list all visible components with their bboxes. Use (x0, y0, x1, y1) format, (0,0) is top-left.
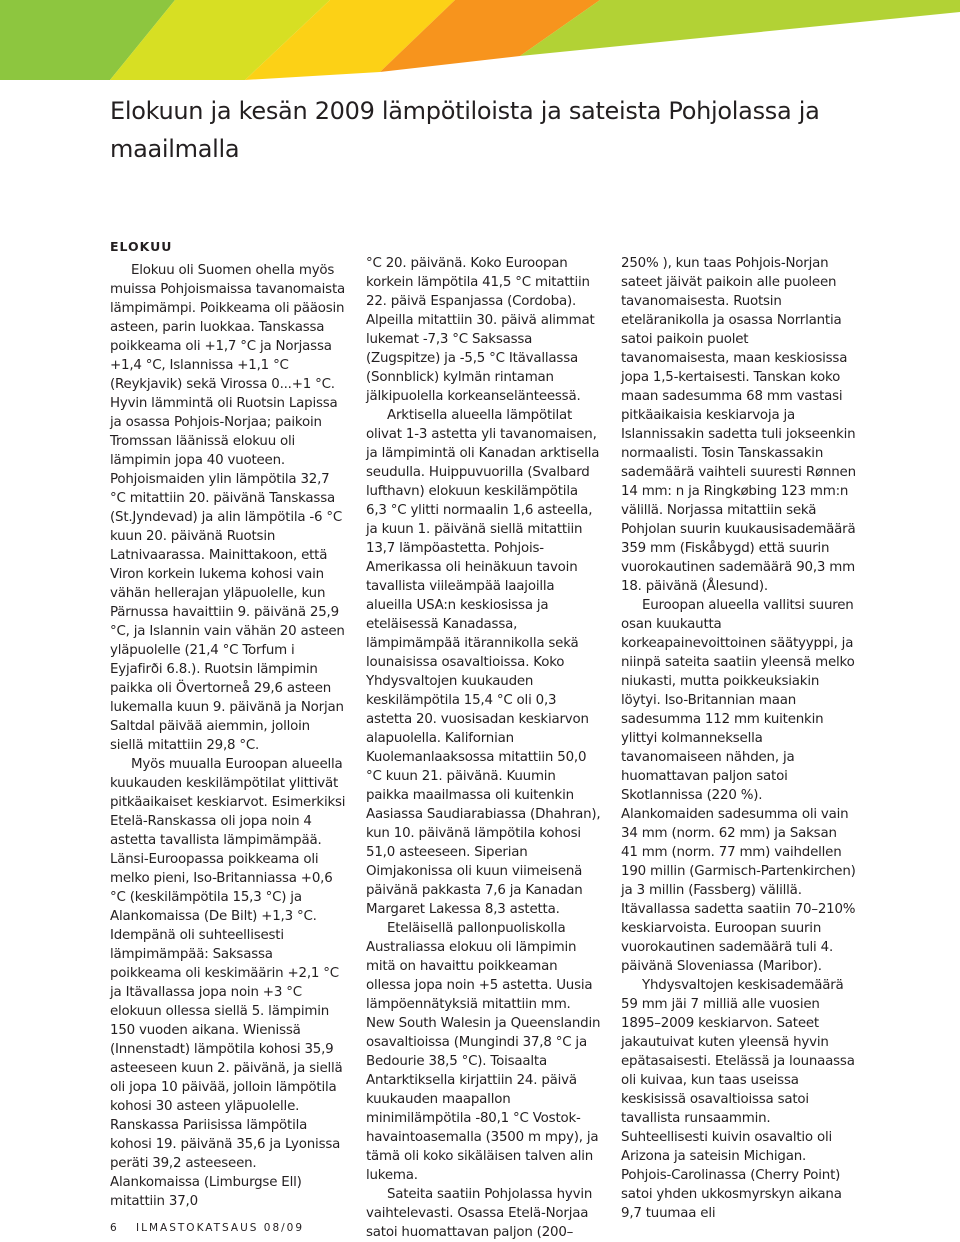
paragraph: Sateita saatiin Pohjolassa hyvin vaihtelevasti. Osassa Etelä-Norjaa satoi huomattavan paljon (200– (366, 1187, 593, 1240)
page-footer (110, 1222, 304, 1234)
paragraph: Arktisella alueella lämpötilat olivat 1-3 astetta yli tavanomaisen, ja lämpimintä oli Kanadan arktisella seudulla. Huippuvuorilla (Svalbard lufthavn) elokuun keskilämpötila 6,3 °C ylitti normaalin 1,6 asteella, ja kuun 1. päivänä siellä mitattiin 13,7 lämpöastetta. Pohjois-Amerikassa oli heinäkuun tavoin tavallista viileämpää laajoilla alueilla USA:n keskiosissa ja eteläisessä Kanadassa, lämpimämpää itärannikolla sekä lounaisissa osavaltioissa. Koko Yhdysvaltojen kuukauden keskilämpötila 15,4 °C oli 0,3 astetta 20. vuosisadan keskiarvon alapuolella. Kalifornian Kuolemanlaaksossa mitattiin 50,0 °C kuun 21. päivänä. Kuumin paikka maailmassa oli kuitenkin Aasiassa Saudiarabiassa (Dhahran), kun 10. päivänä lämpötila kohosi 51,0 asteeseen. Siperian Oimjakonissa oli kuun viimeisenä päivänä pakkasta 7,6 ja Kanadan Margaret Lakessa 8,3 astetta. (366, 408, 601, 917)
paragraph: Elokuu oli Suomen ohella myös muissa Pohjoismaissa tavanomaista lämpimämpi. Poikkeama oli pääosin asteen, parin luokkaa. Tanskassa poikkeama oli +1,7 °C ja Norjassa +1,4 °C, Islannissa +1,1 °C (Reykjavik) sekä Virossa 0...+1 °C. Hyvin lämmintä oli Ruotsin Lapissa ja osassa Pohjois-Norjaa; paikoin Tromssan läänissä elokuu oli lämpimin jopa 40 vuoteen. Pohjoismaiden ylin lämpötila 32,7 °C mitattiin 20. päivänä Tanskassa (St.Jyndevad) ja alin lämpötila -6 °C kuun 20. päivänä Ruotsin Latnivaarassa. Mainittakoon, että Viron korkein lukema kohosi vain vähän hellerajan yläpuolelle, kun Pärnussa havaittiin 9. päivänä 25,9 °C, ja Islannin vain vähän 20 asteen yläpuolelle (21,4 °C Torfum i Eyjafirði 6.8.). Ruotsin lämpimin paikka oli Övertorneå 29,6 asteen lukemalla kuun 9. päivänä ja Norjan Saltdal päivää aiemmin, jolloin siellä mitattiin 29,8 °C. (110, 263, 346, 753)
publication-name: ILMASTOKATSAUS 08/09 (136, 1222, 305, 1234)
paragraph: Yhdysvaltojen keskisademäärä 59 mm jäi 7 milliä alle vuosien 1895–2009 keskiarvon. Sateet jakautuivat kuten yleensä hyvin epätasaisesti. Etelässä ja lounaassa oli kuivaa, kun taas useissa keskisissä osavaltioissa satoi tavallista runsaammin. Suhteellisesti kuivin osavaltio oli Arizona ja sateisin Michigan. Pohjois-Carolinassa (Cherry Point) satoi yhden ukkosmyrskyn aikana 9,7 tuumaa eli (621, 978, 855, 1221)
decorative-color-banner (0, 0, 960, 80)
article-column-1 (110, 238, 346, 1211)
article-column-2 (366, 254, 602, 1242)
paragraph: Eteläisellä pallonpuoliskolla Australiassa elokuu oli lämpimin mitä on havaittu poikkeaman ollessa jopa noin +5 astetta. Uusia lämpöennätyksiä mitattiin mm. New South Walesin ja Queenslandin osavaltioissa (Mungindi 37,8 °C ja Bedourie 38,5 °C). Toisaalta Antarktiksella kirjattiin 24. päivä kuukauden maapallon minimilämpötila -80,1 °C Vostok-havaintoasemalla (3500 m mpy), ja tämä oli koko sikäläisen talven alin lukema. (366, 921, 601, 1183)
paragraph: 250% ), kun taas Pohjois-Norjan sateet jäivät paikoin alle puoleen tavanomaisesta. Ruotsin eteläranikolla ja osassa Norrlantia satoi paikoin puolet tavanomaisesta, maan keskiosissa jopa 1,5-kertaisesti. Tanskan koko maan sadesumma 68 mm vastasi pitkäaikaisia keskiarvoja ja Islannissakin sadetta tuli jokseenkin normaalisti. Tosin Tanskassakin sademäärä vaihteli suuresti Rønnen 14 mm: n ja Ringkøbing 123 mm:n välillä. Norjassa mitattiin sekä Pohjolan suurin kuukausisademäärä 359 mm (Fiskåbygd) että suurin vuorokautinen sademäärä 90,3 mm 18. päivänä (Ålesund). (621, 256, 856, 594)
paragraph: Euroopan alueella vallitsi suuren osan kuukautta korkeapainevoittoinen säätyyppi, ja niinpä sateita saatiin yleensä melko niukasti, mutta poikkeuksiakin löytyi. Iso-Britannian maan sadesumma 112 mm kuitenkin ylittyi kolmanneksella tavanomaiseen nähden, ja huomattavan paljon satoi Skotlannissa (220 %). Alankomaiden sadesumma oli vain 34 mm (norm. 62 mm) ja Saksan 41 mm (norm. 77 mm) vaihdellen 190 millin (Garmisch-Partenkirchen) ja 3 millin (Fassberg) välillä. Itävallassa sadetta saatiin 70–210% keskiarvoista. Euroopan suurin vuorokautinen sademäärä tuli 4. päivänä Sloveniassa (Maribor). (621, 598, 856, 974)
page-title: Elokuun ja kesän 2009 lämpötiloista ja sateista Pohjolassa ja maailmalla (110, 97, 820, 163)
paragraph: Myös muualla Euroopan alueella kuukauden keskilämpötilat ylittivät pitkäaikaiset keskiarvot. Esimerkiksi Etelä-Ranskassa oli jopa noin 4 astetta tavallista lämpimämpää. Länsi-Euroopassa poikkeama oli melko pieni, Iso-Britanniassa +0,6 °C (keskilämpötila 15,3 °C) ja Alankomaissa (De Bilt) +1,3 °C. Idempänä oli suhteellisesti lämpimämpää: Saksassa poikkeama oli keskimäärin +2,1 °C ja Itävallassa jopa noin +3 °C elokuun ollessa siellä 5. lämpimin 150 vuoden aikana. Wienissä (Innenstadt) lämpötila kohosi 35,9 asteeseen kuun 2. päivänä, ja siellä oli jopa 10 päivää, jolloin lämpötila kohosi 30 asteen yläpuolelle. Ranskassa Pariisissa lämpötila kohosi 19. päivänä 35,6 ja Lyonissa peräti 39,2 asteeseen. Alankomaissa (Limburgse Ell) mitattiin 37,0 (110, 757, 346, 1209)
section-heading: ELOKUU (110, 239, 173, 254)
article-column-3 (621, 254, 857, 1223)
page-number: 6 (110, 1222, 119, 1234)
paragraph: °C 20. päivänä. Koko Euroopan korkein lämpötila 41,5 °C mitattiin 22. päivä Espanjassa (Cordoba). Alpeilla mitattiin 30. päivä alimmat lukemat -7,3 °C Saksassa (Zugspitze) ja -5,5 °C Itävallassa (Sonnblick) kylmän rintaman jälkipuolella korkeanselänteessä. (366, 256, 595, 404)
